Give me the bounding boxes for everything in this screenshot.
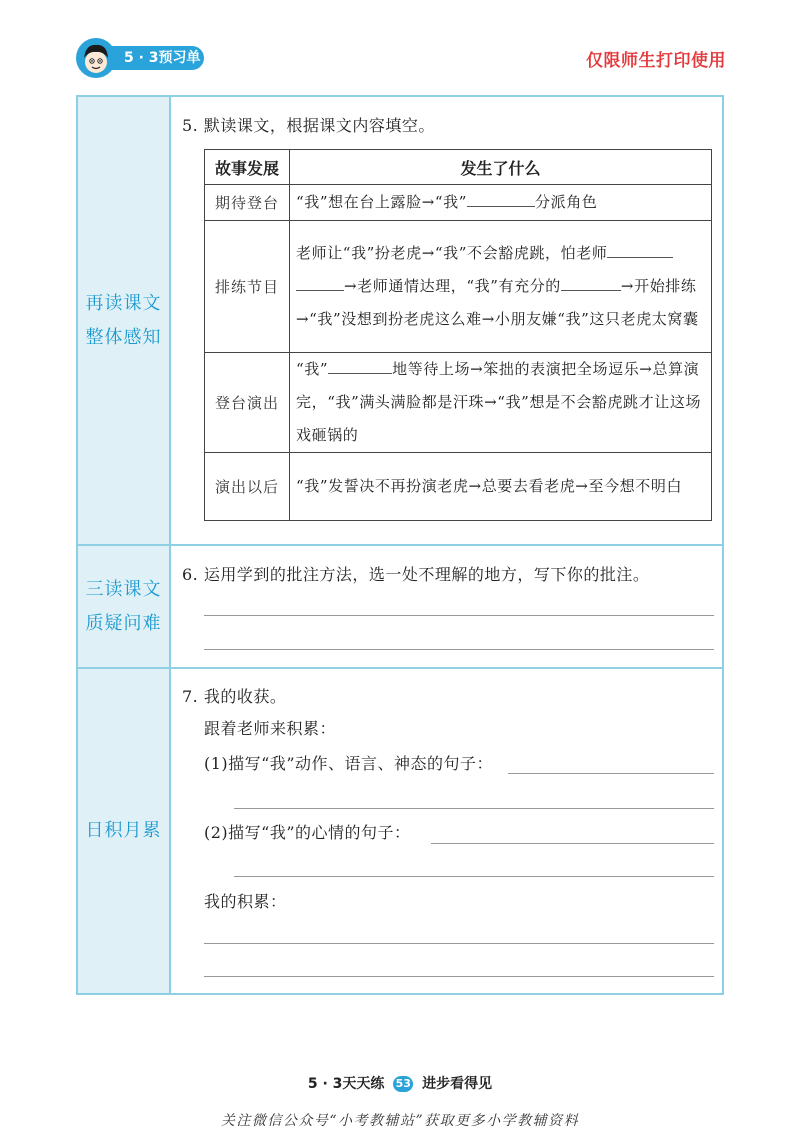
table-row bbox=[205, 221, 712, 353]
section-label-accumulate bbox=[78, 669, 171, 993]
print-only-note: 仅限师生打印使用 bbox=[586, 51, 726, 71]
answer-line[interactable] bbox=[234, 808, 714, 809]
event-cell bbox=[290, 185, 712, 221]
q7-item1: (1)描写“我”动作、语言、神态的句子： bbox=[204, 754, 494, 773]
fill-blank[interactable] bbox=[328, 359, 392, 374]
q7-subtitle: 跟着老师来积累： bbox=[204, 719, 337, 738]
section-title-line1: 再读课文 bbox=[85, 292, 162, 314]
answer-line[interactable] bbox=[204, 976, 714, 977]
fill-blank[interactable] bbox=[467, 192, 535, 207]
section-title-line1: 三读课文 bbox=[85, 578, 162, 600]
mascot-logo-icon bbox=[76, 38, 116, 78]
event-text: 地等待上场→笨拙的表演把全场逗乐→总算演完，“我”满头满脸都是汗珠→“我”想是不会豁虎跳才让这场戏砸锅的 bbox=[296, 360, 702, 444]
bottom-watermark-note: 关注微信公众号“小考教辅站”获取更多小学教辅资料 bbox=[220, 1113, 580, 1129]
event-text: “我”想在台上露脸→“我” bbox=[296, 193, 468, 211]
stage-cell: 排练节目 bbox=[205, 221, 290, 353]
q5-prompt: 5. 默读课文，根据课文内容填空。 bbox=[182, 116, 435, 135]
section-divider bbox=[78, 667, 722, 669]
q7-item2: (2)描写“我”的心情的句子： bbox=[204, 823, 411, 842]
stage-cell: 期待登台 bbox=[205, 185, 290, 221]
event-text: →老师通情达理，“我”有充分的 bbox=[344, 277, 561, 295]
q7-prompt: 7. 我的收获。 bbox=[182, 687, 287, 706]
table-row bbox=[205, 353, 712, 453]
section-title-line2: 质疑问难 bbox=[85, 612, 162, 634]
section-label-question bbox=[78, 546, 171, 667]
answer-line[interactable] bbox=[234, 876, 714, 877]
footer-series: 5 · 3天天练 bbox=[307, 1076, 385, 1092]
event-cell bbox=[290, 353, 712, 453]
header-event: 发生了什么 bbox=[290, 150, 712, 185]
event-text: 分派角色 bbox=[535, 193, 598, 211]
answer-line[interactable] bbox=[508, 773, 714, 774]
stage-cell: 登台演出 bbox=[205, 353, 290, 453]
event-text: “我” bbox=[296, 360, 329, 378]
page-footer bbox=[0, 1073, 800, 1093]
event-text: “我”发誓决不再扮演老虎→总要去看老虎→至今想不明白 bbox=[296, 477, 683, 495]
section-title: 日积月累 bbox=[85, 820, 162, 841]
worksheet-frame bbox=[76, 95, 724, 995]
footer-slogan: 进步看得见 bbox=[422, 1076, 493, 1092]
fill-blank[interactable] bbox=[561, 276, 621, 291]
section-title-line2: 整体感知 bbox=[85, 326, 162, 348]
answer-line[interactable] bbox=[431, 843, 714, 844]
table-header-row bbox=[205, 150, 712, 185]
story-table bbox=[204, 149, 712, 521]
event-cell bbox=[290, 221, 712, 353]
q6-prompt: 6. 运用学到的批注方法，选一处不理解的地方，写下你的批注。 bbox=[182, 565, 650, 584]
table-row bbox=[205, 453, 712, 521]
event-text: →开始排练→“我”没想到扮老虎这么难→小朋友嫌“我”这只老虎太窝囊 bbox=[296, 277, 699, 328]
header-stage: 故事发展 bbox=[205, 150, 290, 185]
fill-blank[interactable] bbox=[296, 276, 344, 291]
page-number: 53 bbox=[393, 1076, 413, 1092]
q7-mine: 我的积累： bbox=[204, 892, 287, 911]
section-divider bbox=[78, 544, 722, 546]
event-cell bbox=[290, 453, 712, 521]
event-text: 老师让“我”扮老虎→“我”不会豁虎跳，怕老师 bbox=[296, 244, 608, 262]
section-label-reread bbox=[78, 97, 171, 544]
table-row bbox=[205, 185, 712, 221]
answer-line[interactable] bbox=[204, 615, 714, 616]
answer-line[interactable] bbox=[204, 649, 714, 650]
answer-line[interactable] bbox=[204, 943, 714, 944]
stage-cell: 演出以后 bbox=[205, 453, 290, 521]
preview-sheet-badge: 5 · 3预习单 bbox=[100, 46, 204, 70]
fill-blank[interactable] bbox=[607, 243, 673, 258]
